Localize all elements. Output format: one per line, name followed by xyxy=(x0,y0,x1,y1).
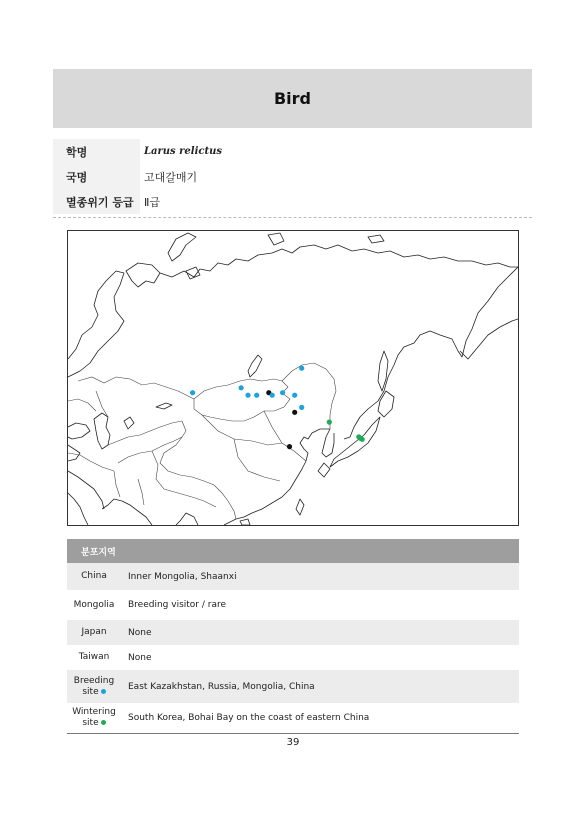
border xyxy=(114,471,120,497)
species-info xyxy=(53,139,532,214)
inland-sea xyxy=(68,423,90,439)
row-key: Japan xyxy=(81,627,107,637)
island xyxy=(378,351,388,391)
border xyxy=(160,421,236,519)
row-key: Taiwan xyxy=(78,652,110,662)
endangered-grade: Ⅱ급 xyxy=(144,195,161,209)
island xyxy=(240,519,250,525)
distribution-header: 분포지역 xyxy=(67,539,519,563)
table-row xyxy=(67,670,519,703)
table-row xyxy=(67,563,519,590)
border xyxy=(78,377,194,399)
breeding-site-point xyxy=(239,385,244,390)
border xyxy=(68,453,114,471)
breeding-site-point xyxy=(190,390,195,395)
scientific-name: Larus relictus xyxy=(144,146,222,157)
coastline xyxy=(224,519,236,525)
info-row-scientific-name xyxy=(53,139,532,164)
breeding-dot-icon xyxy=(101,689,106,694)
table-row xyxy=(67,590,519,620)
title-bar xyxy=(53,69,532,128)
inland-sea xyxy=(124,417,134,429)
island xyxy=(318,463,330,477)
info-label: 국명 xyxy=(53,164,140,189)
border xyxy=(138,479,144,505)
info-label: 멸종위기 등급 xyxy=(53,189,140,214)
info-row-endangered-grade xyxy=(53,189,532,214)
coastline xyxy=(68,271,124,377)
inland-sea xyxy=(248,355,262,377)
coastline xyxy=(322,429,334,457)
breeding-site-point xyxy=(299,366,304,371)
wintering-dot-icon xyxy=(101,720,106,725)
info-label: 학명 xyxy=(53,139,140,164)
distribution-map xyxy=(67,230,519,526)
border xyxy=(194,379,290,421)
row-key-line-2 xyxy=(67,718,121,729)
row-value: Breeding visitor / rare xyxy=(128,600,227,610)
breeding-site-point xyxy=(299,405,304,410)
row-key-line: Wintering xyxy=(72,707,116,717)
breeding-site-point xyxy=(292,393,297,398)
coastline xyxy=(176,513,198,525)
table-row xyxy=(67,645,519,670)
border xyxy=(118,437,182,463)
coastline xyxy=(68,471,104,509)
coastline xyxy=(236,429,330,519)
coastline xyxy=(102,499,152,525)
map-points xyxy=(190,366,365,450)
coastline xyxy=(344,267,518,439)
breeding-site-point xyxy=(245,393,250,398)
island xyxy=(168,233,196,261)
border xyxy=(264,411,306,461)
row-key-breeding-site xyxy=(67,676,121,698)
coastline xyxy=(460,319,518,359)
coastline xyxy=(68,493,88,525)
divider xyxy=(53,217,532,218)
island xyxy=(378,391,394,417)
row-key-line: site xyxy=(82,686,99,697)
table-bottom-rule xyxy=(67,733,519,734)
wintering-site-point xyxy=(327,420,332,425)
row-value: None xyxy=(128,627,152,638)
row-key: China xyxy=(81,571,107,581)
coastline xyxy=(160,245,518,277)
row-key: Mongolia xyxy=(73,599,115,610)
row-value: Inner Mongolia, Shaanxi xyxy=(128,571,237,582)
korean-name: 고대갈매기 xyxy=(144,170,198,184)
row-value: South Korea, Bohai Bay on the coast of eastern China xyxy=(128,713,370,723)
coastline xyxy=(126,263,160,287)
wintering-site-point xyxy=(358,436,363,441)
table-row xyxy=(67,703,519,733)
row-key-line: Breeding xyxy=(73,675,115,686)
page-number: 39 xyxy=(286,737,300,748)
island xyxy=(330,417,380,467)
row-key-wintering-site xyxy=(67,707,121,729)
island xyxy=(368,235,384,243)
island xyxy=(268,233,284,245)
info-row-korean-name xyxy=(53,164,532,189)
border xyxy=(108,421,182,445)
row-key-line-2 xyxy=(67,687,121,698)
border xyxy=(68,399,96,411)
breeding-site-point xyxy=(280,390,285,395)
map-svg xyxy=(68,231,518,525)
row-value: East Kazakhstan, Russia, Mongolia, China xyxy=(128,681,315,692)
other-site-point xyxy=(287,444,292,449)
row-value: None xyxy=(128,652,152,663)
border xyxy=(282,363,336,429)
table-row xyxy=(67,620,519,645)
breeding-site-point xyxy=(270,393,275,398)
border xyxy=(202,415,282,445)
island xyxy=(296,499,304,515)
other-site-point xyxy=(292,410,297,415)
distribution-table xyxy=(67,539,519,734)
inland-sea xyxy=(94,413,110,449)
border xyxy=(234,439,280,481)
inland-sea xyxy=(156,403,172,409)
row-key-line: site xyxy=(82,718,99,728)
page-title: Bird xyxy=(273,89,312,108)
breeding-site-point xyxy=(254,393,259,398)
